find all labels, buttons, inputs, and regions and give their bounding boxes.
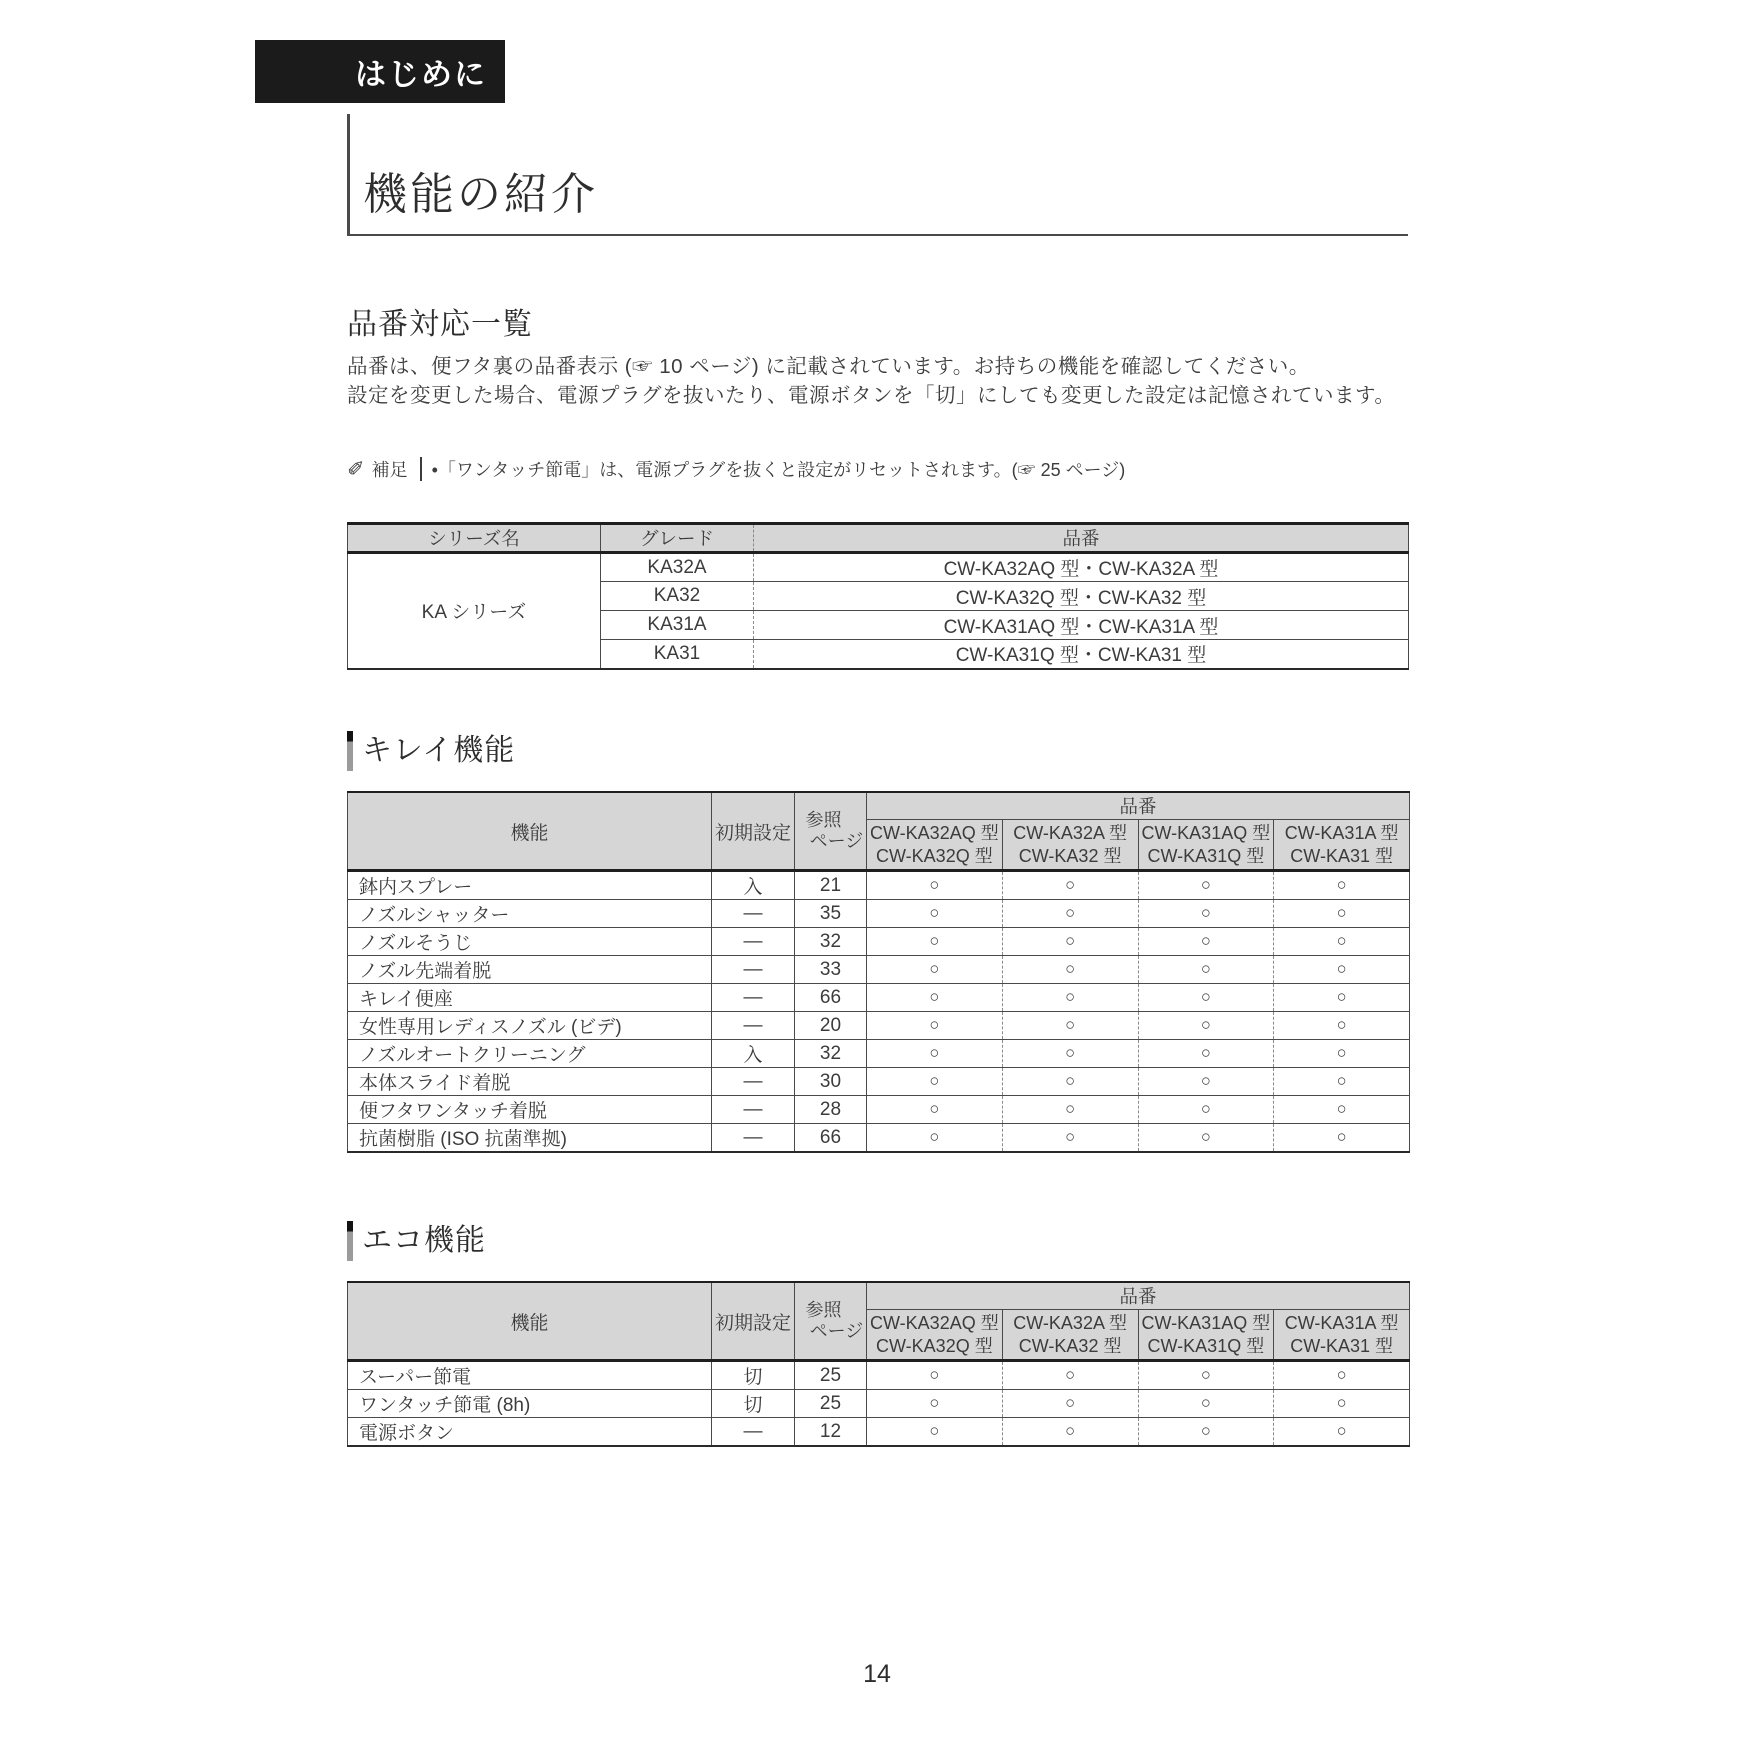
model-column-header [1274, 1310, 1410, 1361]
support-mark-cell: ○ [1138, 1361, 1274, 1390]
support-mark-cell: ○ [1002, 1096, 1138, 1124]
support-mark-cell: ○ [867, 1040, 1003, 1068]
model-header-line: CW-KA31 型 [1290, 845, 1393, 866]
ref-page-cell: 35 [795, 900, 867, 928]
model-table-row [348, 553, 1409, 582]
support-mark-cell: ○ [867, 1068, 1003, 1096]
model-header-line: CW-KA31AQ 型 [1141, 822, 1271, 843]
ref-header-line: 参照 [805, 1300, 842, 1320]
intro-paragraph [347, 352, 1395, 410]
default-setting-cell: 入 [712, 1040, 795, 1068]
support-mark-cell: ○ [1138, 984, 1274, 1012]
ref-header-line: ページ [809, 831, 864, 851]
default-setting-cell: ― [712, 956, 795, 984]
ref-page-cell: 33 [795, 956, 867, 984]
feature-name-cell: 便フタワンタッチ着脱 [348, 1096, 712, 1124]
support-mark-cell: ○ [1002, 1068, 1138, 1096]
model-header-line: CW-KA32A 型 [1013, 822, 1127, 843]
feature-row [348, 984, 1410, 1012]
support-mark-cell: ○ [867, 1390, 1003, 1418]
kirei-feature-section [347, 731, 1409, 1153]
support-mark-cell: ○ [867, 1012, 1003, 1040]
model-column-header [1002, 1310, 1138, 1361]
support-mark-cell: ○ [867, 1361, 1003, 1390]
ref-page-cell: 66 [795, 984, 867, 1012]
models-cell: CW-KA31Q 型・CW-KA31 型 [754, 640, 1409, 669]
ref-page-cell: 32 [795, 928, 867, 956]
feature-name-cell: スーパー節電 [348, 1361, 712, 1390]
models-group-header: 品番 [867, 1282, 1410, 1310]
intro-line-1: 品番は、便フタ裏の品番表示 (☞ 10 ページ) に記載されています。お持ちの機能を確認してください。 [347, 355, 1310, 378]
feature-row [348, 1096, 1410, 1124]
support-mark-cell: ○ [1138, 1040, 1274, 1068]
support-mark-cell: ○ [1002, 984, 1138, 1012]
support-mark-cell: ○ [1002, 1418, 1138, 1447]
models-cell: CW-KA31AQ 型・CW-KA31A 型 [754, 611, 1409, 640]
note-label: 補足 [371, 460, 408, 480]
intro-line-2: 設定を変更した場合、電源プラグを抜いたり、電源ボタンを「切」にしても変更した設定は記憶されています。 [347, 384, 1396, 407]
section-title: キレイ機能 [362, 734, 516, 767]
ref-page-cell: 21 [795, 871, 867, 900]
default-setting-cell: ― [712, 1068, 795, 1096]
kirei-feature-table [347, 791, 1410, 1153]
ref-page-column-header [795, 1282, 867, 1361]
default-setting-cell: ― [712, 900, 795, 928]
feature-name-cell: ノズルそうじ [348, 928, 712, 956]
support-mark-cell: ○ [1274, 871, 1410, 900]
model-header-line: CW-KA32 型 [1018, 845, 1122, 866]
support-mark-cell: ○ [867, 1124, 1003, 1153]
support-mark-cell: ○ [1002, 928, 1138, 956]
support-mark-cell: ○ [1274, 1012, 1410, 1040]
model-header-line: CW-KA32 型 [1018, 1335, 1122, 1356]
model-table-header-row [348, 524, 1409, 553]
feature-row [348, 1390, 1410, 1418]
support-mark-cell: ○ [1138, 1012, 1274, 1040]
supplement-note [347, 456, 1125, 482]
support-mark-cell: ○ [867, 871, 1003, 900]
feature-name-cell: ノズルシャッター [348, 900, 712, 928]
col-header-models: 品番 [754, 524, 1409, 553]
support-mark-cell: ○ [867, 956, 1003, 984]
feature-name-cell: 本体スライド着脱 [348, 1068, 712, 1096]
default-setting-cell: 入 [712, 871, 795, 900]
default-setting-cell: ― [712, 1096, 795, 1124]
feature-row [348, 1068, 1410, 1096]
support-mark-cell: ○ [1002, 871, 1138, 900]
model-header-line: CW-KA32Q 型 [876, 845, 993, 866]
feature-row [348, 928, 1410, 956]
grade-cell: KA31A [601, 611, 754, 640]
section-heading-bar [347, 731, 353, 771]
support-mark-cell: ○ [1138, 1124, 1274, 1153]
feature-row [348, 1012, 1410, 1040]
support-mark-cell: ○ [1274, 1124, 1410, 1153]
ref-page-cell: 20 [795, 1012, 867, 1040]
page-title: 機能の紹介 [363, 170, 598, 219]
note-text: •「ワンタッチ節電」は、電源プラグを抜くと設定がリセットされます。(☞ 25 ページ) [431, 460, 1126, 480]
support-mark-cell: ○ [1138, 1390, 1274, 1418]
default-setting-cell: 切 [712, 1390, 795, 1418]
page-title-block [347, 114, 1408, 236]
feature-name-cell: ワンタッチ節電 (8h) [348, 1390, 712, 1418]
support-mark-cell: ○ [1138, 1068, 1274, 1096]
ref-page-cell: 12 [795, 1418, 867, 1447]
support-mark-cell: ○ [1274, 1390, 1410, 1418]
ref-page-column-header [795, 792, 867, 871]
feature-column-header: 機能 [348, 792, 712, 871]
support-mark-cell: ○ [867, 928, 1003, 956]
eco-feature-section [347, 1221, 1409, 1447]
ref-page-cell: 32 [795, 1040, 867, 1068]
support-mark-cell: ○ [1002, 900, 1138, 928]
default-setting-cell: 切 [712, 1361, 795, 1390]
feature-name-cell: 電源ボタン [348, 1418, 712, 1447]
support-mark-cell: ○ [1138, 956, 1274, 984]
feature-row [348, 1361, 1410, 1390]
ref-header-line: ページ [809, 1321, 864, 1341]
model-column-header [1138, 820, 1274, 871]
model-column-header [1274, 820, 1410, 871]
feature-row [348, 871, 1410, 900]
ref-page-cell: 66 [795, 1124, 867, 1153]
support-mark-cell: ○ [1274, 1361, 1410, 1390]
series-name-cell: KA シリーズ [348, 553, 601, 669]
section-heading-model-list: 品番対応一覧 [347, 308, 533, 341]
note-divider [420, 457, 422, 481]
default-setting-column-header: 初期設定 [712, 1282, 795, 1361]
model-header-line: CW-KA31Q 型 [1147, 845, 1265, 866]
model-header-line: CW-KA32AQ 型 [870, 1312, 999, 1333]
chapter-badge [255, 40, 505, 103]
section-heading-bar [347, 1221, 353, 1261]
chapter-badge-label: はじめに [355, 57, 487, 92]
ref-page-cell: 28 [795, 1096, 867, 1124]
model-column-header [1138, 1310, 1274, 1361]
support-mark-cell: ○ [1138, 928, 1274, 956]
feature-row [348, 1124, 1410, 1153]
support-mark-cell: ○ [1138, 900, 1274, 928]
support-mark-cell: ○ [1138, 1418, 1274, 1447]
default-setting-cell: ― [712, 1012, 795, 1040]
support-mark-cell: ○ [1002, 1361, 1138, 1390]
feature-name-cell: ノズルオートクリーニング [348, 1040, 712, 1068]
support-mark-cell: ○ [1274, 1040, 1410, 1068]
support-mark-cell: ○ [1002, 1124, 1138, 1153]
model-header-line: CW-KA31A 型 [1284, 1312, 1399, 1333]
default-setting-cell: ― [712, 1418, 795, 1447]
support-mark-cell: ○ [867, 900, 1003, 928]
support-mark-cell: ○ [867, 984, 1003, 1012]
feature-name-cell: 女性専用レディスノズル (ビデ) [348, 1012, 712, 1040]
models-cell: CW-KA32AQ 型・CW-KA32A 型 [754, 553, 1409, 582]
eco-feature-table [347, 1281, 1410, 1447]
support-mark-cell: ○ [1274, 1096, 1410, 1124]
model-header-line: CW-KA31Q 型 [1147, 1335, 1265, 1356]
model-column-header [1002, 820, 1138, 871]
feature-row [348, 1418, 1410, 1447]
default-setting-column-header: 初期設定 [712, 792, 795, 871]
section-heading [347, 731, 1409, 771]
pencil-icon: ✐ [347, 457, 365, 481]
model-header-line: CW-KA32A 型 [1013, 1312, 1127, 1333]
model-column-header [867, 820, 1003, 871]
model-header-line: CW-KA31 型 [1290, 1335, 1393, 1356]
feature-name-cell: 鉢内スプレー [348, 871, 712, 900]
page-number: 14 [863, 1660, 891, 1688]
ref-page-cell: 25 [795, 1361, 867, 1390]
support-mark-cell: ○ [1138, 1096, 1274, 1124]
default-setting-cell: ― [712, 928, 795, 956]
default-setting-cell: ― [712, 984, 795, 1012]
support-mark-cell: ○ [1002, 1012, 1138, 1040]
support-mark-cell: ○ [1274, 984, 1410, 1012]
model-header-line: CW-KA32AQ 型 [870, 822, 999, 843]
model-header-line: CW-KA32Q 型 [876, 1335, 993, 1356]
col-header-grade: グレード [601, 524, 754, 553]
section-heading [347, 1221, 1409, 1261]
feature-table-header-row [348, 792, 1410, 820]
feature-name-cell: 抗菌樹脂 (ISO 抗菌準拠) [348, 1124, 712, 1153]
support-mark-cell: ○ [1002, 956, 1138, 984]
support-mark-cell: ○ [1274, 900, 1410, 928]
model-header-line: CW-KA31AQ 型 [1141, 1312, 1271, 1333]
model-header-line: CW-KA31A 型 [1284, 822, 1399, 843]
feature-column-header: 機能 [348, 1282, 712, 1361]
models-group-header: 品番 [867, 792, 1410, 820]
model-column-header [867, 1310, 1003, 1361]
support-mark-cell: ○ [1274, 956, 1410, 984]
support-mark-cell: ○ [867, 1418, 1003, 1447]
feature-table-header-row [348, 1282, 1410, 1310]
ref-header-line: 参照 [805, 810, 842, 830]
feature-name-cell: ノズル先端着脱 [348, 956, 712, 984]
ref-page-cell: 30 [795, 1068, 867, 1096]
support-mark-cell: ○ [1274, 1068, 1410, 1096]
grade-cell: KA31 [601, 640, 754, 669]
feature-row [348, 1040, 1410, 1068]
grade-cell: KA32A [601, 553, 754, 582]
grade-cell: KA32 [601, 582, 754, 611]
feature-name-cell: キレイ便座 [348, 984, 712, 1012]
support-mark-cell: ○ [1002, 1040, 1138, 1068]
default-setting-cell: ― [712, 1124, 795, 1153]
support-mark-cell: ○ [1274, 928, 1410, 956]
support-mark-cell: ○ [1002, 1390, 1138, 1418]
support-mark-cell: ○ [1274, 1418, 1410, 1447]
support-mark-cell: ○ [1138, 871, 1274, 900]
ref-page-cell: 25 [795, 1390, 867, 1418]
section-title: エコ機能 [362, 1224, 486, 1257]
col-header-series: シリーズ名 [348, 524, 601, 553]
support-mark-cell: ○ [867, 1096, 1003, 1124]
feature-row [348, 956, 1410, 984]
feature-row [348, 900, 1410, 928]
models-cell: CW-KA32Q 型・CW-KA32 型 [754, 582, 1409, 611]
model-number-table [347, 522, 1409, 670]
